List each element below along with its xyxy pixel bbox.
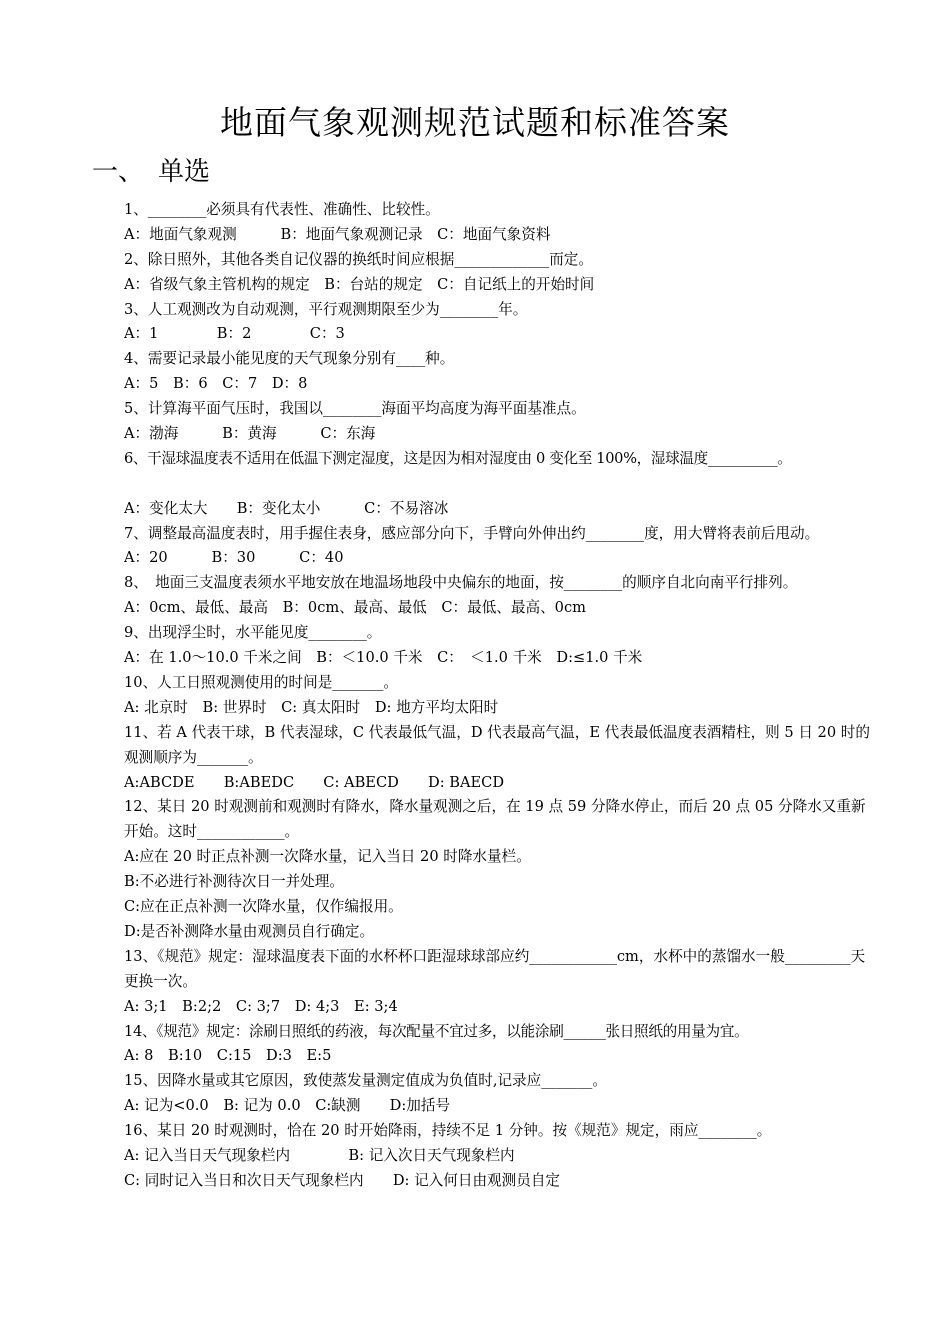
question-text: 6、干湿球温度表不适用在低温下测定湿度，这是因为相对湿度由 0 变化至 100%，湿球温度__________。 bbox=[124, 449, 792, 467]
answer-options: A：0cm、最低、最高 B：0cm、最高、最低 C：最低、最高、0cm bbox=[124, 599, 586, 617]
answer-options: A: 记为<0.0 B: 记为 0.0 C:缺测 D:加括号 bbox=[124, 1097, 451, 1115]
question-text: 12、某日 20 时观测前和观测时有降水，降水量观测之后，在 19 点 59 分降水停止，而后 20 点 05 分降水又重新开始。这时____________。 bbox=[124, 798, 866, 841]
question-text: 16、某日 20 时观测时，恰在 20 时开始降雨，持续不足 1 分钟。按《规范》规定，雨应________。 bbox=[124, 1122, 772, 1140]
answer-options: A:ABCDE B:ABEDC C: ABECD D: BAECD bbox=[124, 773, 505, 791]
answer-options: A：省级气象主管机构的规定 B：台站的规定 C：自记纸上的开始时间 bbox=[124, 275, 595, 293]
answer-options: A：变化太大 B：变化太小 C：不易溶冰 bbox=[124, 499, 449, 517]
question-text: 9、出现浮尘时，水平能见度________。 bbox=[124, 624, 382, 642]
question-text: 5、计算海平面气压时，我国以________海面平均高度为海平面基准点。 bbox=[124, 400, 586, 418]
blank-line bbox=[124, 472, 876, 497]
question-text: 14、《规范》规定：涂刷日照纸的药液，每次配量不宜过多，以能涂刷______张日照纸的用量为宜。 bbox=[124, 1022, 749, 1040]
question-text: 11、若 A 代表干球，B 代表湿球，C 代表最低气温，D 代表最高气温，E 代表最低温度表酒精柱，则 5 日 20 时的观测顺序为_______。 bbox=[124, 723, 870, 766]
question-text: 10、人工日照观测使用的时间是_______。 bbox=[124, 673, 398, 691]
section-label: 单选 bbox=[158, 157, 211, 187]
question-text: 7、调整最高温度表时，用手握住表身，感应部分向下，手臂向外伸出约________度，用大臂将表前后甩动。 bbox=[124, 524, 820, 542]
answer-option: A:应在 20 时正点补测一次降水量，记入当日 20 时降水量栏。 bbox=[124, 848, 531, 866]
question-text: 2、除日照外，其他各类自记仪器的换纸时间应根据_____________而定。 bbox=[124, 250, 593, 268]
answer-option: D:是否补测降水量由观测员自行确定。 bbox=[124, 922, 375, 940]
answer-options: A：20 B：30 C：40 bbox=[124, 549, 344, 567]
question-text: 4、需要记录最小能见度的天气现象分别有____种。 bbox=[124, 350, 455, 368]
question-text: 1、________必须具有代表性、准确性、比较性。 bbox=[124, 201, 440, 218]
question-text: 3、人工观测改为自动观测，平行观测期限至少为________年。 bbox=[124, 300, 528, 318]
answer-options: A：在 1.0～10.0 千米之间 B：＜10.0 千米 C： ＜1.0 千米 D:≤1.0 千米 bbox=[124, 649, 643, 667]
answer-option: B:不必进行补测待次日一并处理。 bbox=[124, 873, 344, 891]
document-title: 地面气象观测规范试题和标准答案 bbox=[220, 103, 730, 142]
answer-options: A：渤海 B：黄海 C：东海 bbox=[124, 425, 376, 443]
answer-options: A: 3;1 B:2;2 C: 3;7 D: 4;3 E: 3;4 bbox=[124, 997, 398, 1015]
answer-options: A：1 B：2 C：3 bbox=[124, 325, 345, 343]
answer-options: C: 同时记入当日和次日天气现象栏内 D: 记入何日由观测员自定 bbox=[124, 1171, 561, 1189]
question-text: 15、因降水量或其它原因，致使蒸发量测定值成为负值时,记录应_______。 bbox=[124, 1072, 607, 1090]
question-text: 13、《规范》规定：湿球温度表下面的水杯杯口距湿球球部应约____________cm，水杯中的蒸馏水一般_________天更换一次。 bbox=[124, 947, 866, 990]
answer-option: C:应在正点补测一次降水量，仅作编报用。 bbox=[124, 898, 403, 916]
answer-options: A: 8 B:10 C:15 D:3 E:5 bbox=[124, 1047, 332, 1065]
question-text: 8、 地面三支温度表须水平地安放在地温场地段中央偏东的地面，按________的顺序自北向南平行排列。 bbox=[124, 574, 798, 592]
answer-options: A：地面气象观测 B：地面气象观测记录 C：地面气象资料 bbox=[124, 225, 551, 243]
answer-options: A: 记入当日天气现象栏内 B: 记入次日天气现象栏内 bbox=[124, 1146, 515, 1164]
section-number: 一、 bbox=[92, 157, 145, 187]
section-heading bbox=[92, 150, 210, 194]
answer-options: A：5 B：6 C：7 D：8 bbox=[124, 375, 308, 393]
question-list bbox=[124, 198, 876, 1194]
answer-options: A: 北京时 B: 世界时 C: 真太阳时 D: 地方平均太阳时 bbox=[124, 698, 499, 716]
